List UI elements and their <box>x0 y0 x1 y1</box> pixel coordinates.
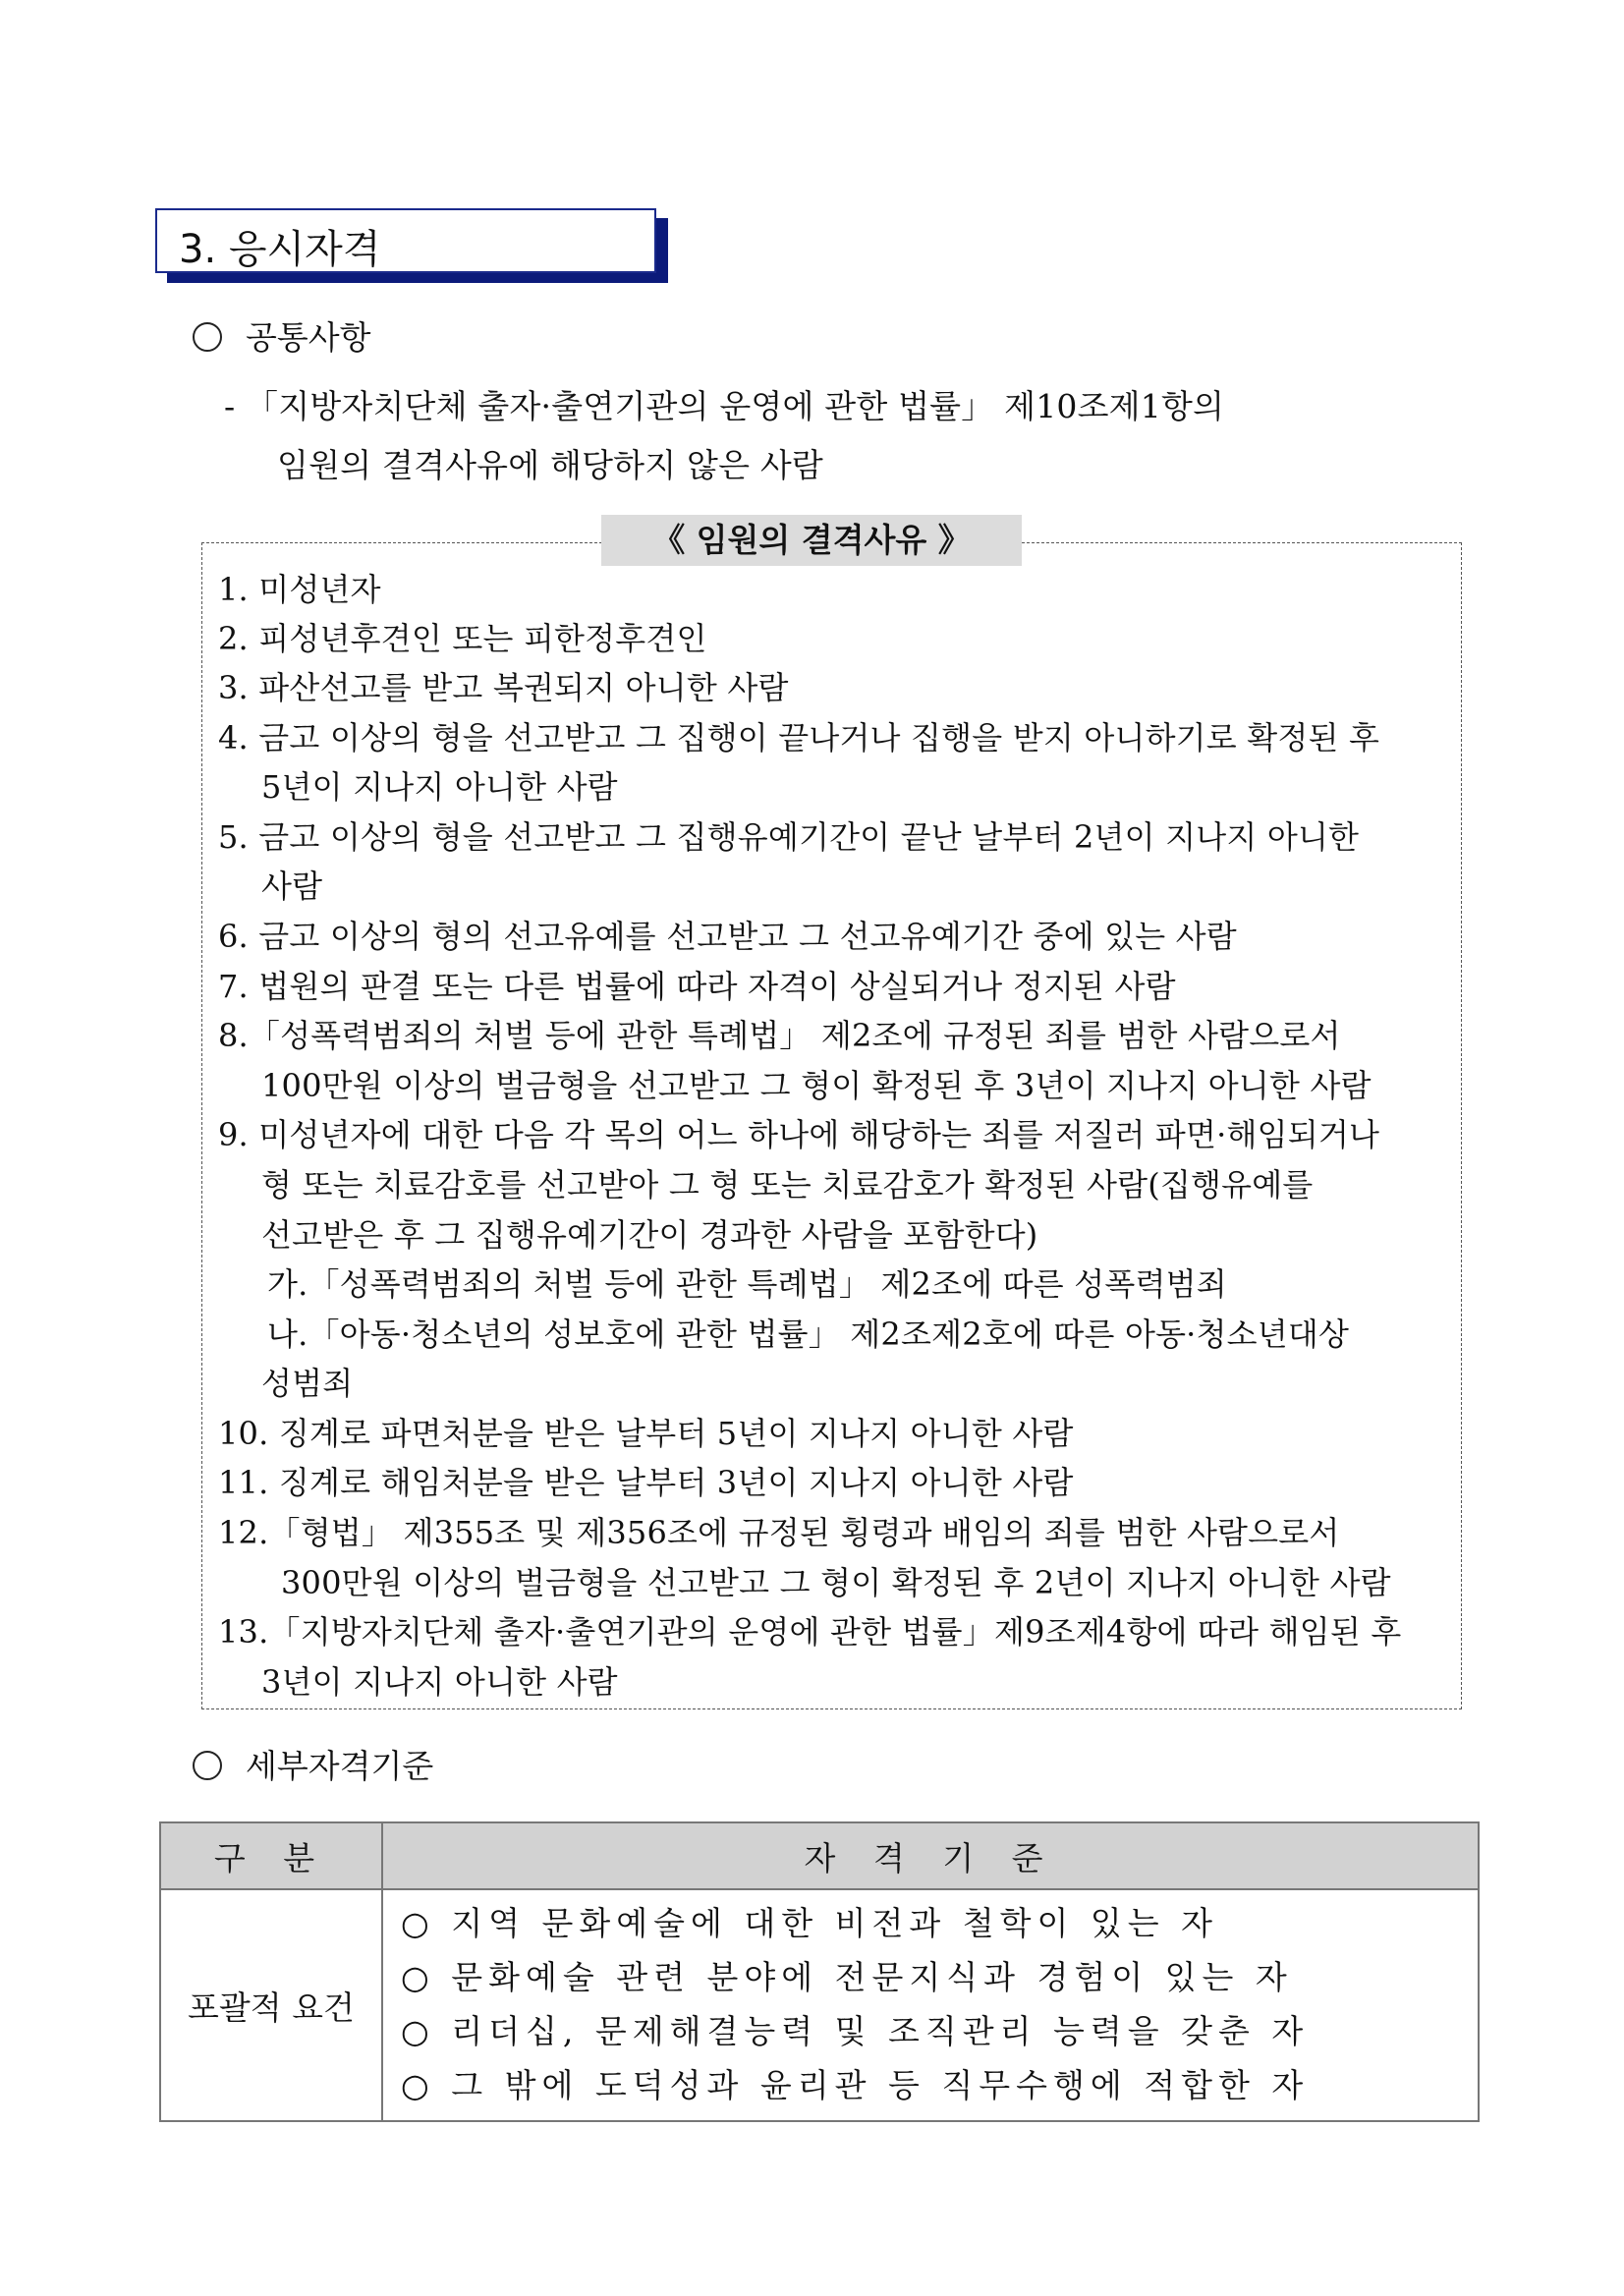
box-line: 사람 <box>261 868 323 905</box>
detail-heading: 세부자격기준 <box>246 1747 434 1785</box>
common-heading: 공통사항 <box>246 318 371 357</box>
box-line: 5. 금고 이상의 형을 선고받고 그 집행유예기간이 끝난 날부터 2년이 지나지 아니한 <box>218 818 1360 856</box>
common-line-2: 임원의 결격사유에 해당하지 않은 사람 <box>277 446 824 484</box>
criteria-item: ○ 그 밖에 도덕성과 윤리관 등 직무수행에 적합한 자 <box>401 2066 1310 2104</box>
box-line: 6. 금고 이상의 형의 선고유예를 선고받고 그 선고유예기간 중에 있는 사람 <box>218 918 1237 955</box>
criteria-cell <box>382 1889 1479 2121</box>
box-line: 10. 징계로 파면처분을 받은 날부터 5년이 지나지 아니한 사람 <box>218 1415 1074 1452</box>
box-line: 7. 법원의 판결 또는 다른 법률에 따라 자격이 상실되거나 정지된 사람 <box>218 968 1176 1005</box>
box-line: 5년이 지나지 아니한 사람 <box>261 768 618 806</box>
box-line: 형 또는 치료감호를 선고받아 그 형 또는 치료감호가 확정된 사람(집행유예를 <box>261 1166 1314 1204</box>
box-line: 8.「성폭력범죄의 처벌 등에 관한 특례법」 제2조에 규정된 죄를 범한 사람으로서 <box>218 1017 1341 1054</box>
box-line: 2. 피성년후견인 또는 피한정후견인 <box>218 620 707 657</box>
box-line: 선고받은 후 그 집행유예기간이 경과한 사람을 포함한다) <box>261 1216 1038 1254</box>
box-line: 4. 금고 이상의 형을 선고받고 그 집행이 끝나거나 집행을 받지 아니하기로 확정된 후 <box>218 719 1380 756</box>
criteria-item: ○ 리더십, 문제해결능력 및 조직관리 능력을 갖춘 자 <box>401 2012 1310 2050</box>
criteria-item: ○ 문화예술 관련 분야에 전문지식과 경험이 있는 자 <box>401 1958 1293 1996</box>
section-title: 3. 응시자격 <box>179 227 381 272</box>
criteria-table <box>159 1821 1480 2122</box>
box-line: 100만원 이상의 벌금형을 선고받고 그 형이 확정된 후 3년이 지나지 아니한 사람 <box>261 1067 1372 1104</box>
circle-bullet-icon <box>193 1751 222 1780</box>
box-line: 12.「형법」 제355조 및 제356조에 규정된 횡령과 배임의 죄를 범한 사람으로서 <box>218 1514 1340 1551</box>
column-header-category: 구 분 <box>160 1822 382 1889</box>
box-line: 1. 미성년자 <box>218 571 381 608</box>
table-row <box>160 1889 1479 2121</box>
box-line: 11. 징계로 해임처분을 받은 날부터 3년이 지나지 아니한 사람 <box>218 1464 1074 1501</box>
common-line-1: - 「지방자치단체 출자·출연기관의 운영에 관한 법률」 제10조제1항의 <box>224 387 1225 425</box>
box-line: 9. 미성년자에 대한 다음 각 목의 어느 하나에 해당하는 죄를 저질러 파면·해임되거나 <box>218 1116 1380 1153</box>
box-line: 3년이 지나지 아니한 사람 <box>261 1663 618 1701</box>
box-line: 13.「지방자치단체 출자·출연기관의 운영에 관한 법률」제9조제4항에 따라 해임된 후 <box>218 1613 1402 1651</box>
box-line: 나.「아동·청소년의 성보호에 관한 법률」 제2조제2호에 따른 아동·청소년대상 <box>267 1316 1350 1353</box>
criteria-item: ○ 지역 문화예술에 대한 비전과 철학이 있는 자 <box>401 1904 1219 1942</box>
box-line: 성범죄 <box>261 1365 354 1402</box>
category-cell: 포괄적 요건 <box>160 1889 382 2121</box>
box-line: 가.「성폭력범죄의 처벌 등에 관한 특례법」 제2조에 따른 성폭력범죄 <box>267 1265 1227 1303</box>
detail-heading-row <box>193 1741 433 1787</box>
table-header-row <box>160 1822 1479 1889</box>
box-line: 300만원 이상의 벌금형을 선고받고 그 형이 확정된 후 2년이 지나지 아니한 사람 <box>281 1564 1391 1601</box>
common-heading-row <box>193 312 371 359</box>
circle-bullet-icon <box>193 322 222 352</box>
box-line: 3. 파산선고를 받고 복권되지 아니한 사람 <box>218 669 789 706</box>
column-header-criteria: 자 격 기 준 <box>382 1822 1479 1889</box>
box-title: 《 임원의 결격사유 》 <box>601 515 1022 566</box>
section-header <box>155 208 656 273</box>
